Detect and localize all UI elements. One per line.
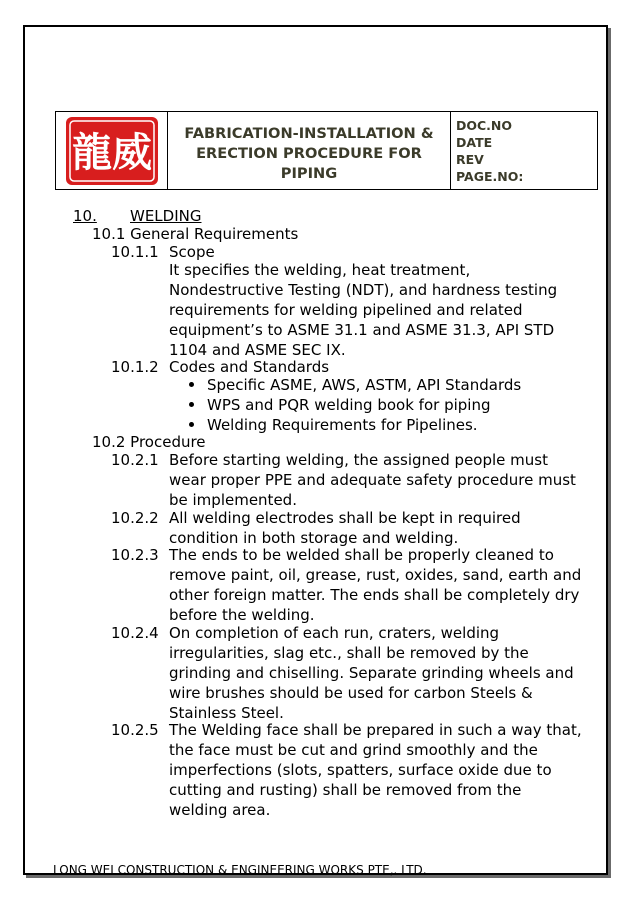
clause-number: 10.2.2 (111, 509, 159, 527)
body-line: remove paint, oil, grease, rust, oxides, sand, earth and (169, 566, 582, 584)
body-line: equipment’s to ASME 31.1 and ASME 31.3, API STD (169, 321, 555, 339)
title-line-1: FABRICATION-INSTALLATION & (184, 124, 434, 142)
body-line: Stainless Steel. (169, 704, 284, 722)
footer-company: LONG WEI CONSTRUCTION & ENGINEERING WORKS PTE,. LTD. (53, 863, 427, 877)
body-line: condition in both storage and welding. (169, 529, 459, 547)
body-line: welding area. (169, 801, 271, 819)
body-line: cutting and rusting) shall be removed from the (169, 781, 522, 799)
document-meta (451, 112, 597, 189)
clause-number: 10.2.3 (111, 546, 159, 564)
date-label: DATE (456, 134, 493, 150)
title-line-3: PIPING (280, 164, 338, 182)
clause-title: Scope (169, 243, 215, 261)
list-item: WPS and PQR welding book for piping (207, 396, 491, 414)
body-line: irregularities, slag etc., shall be removed by the (169, 644, 529, 662)
bullet-icon (189, 402, 194, 407)
body-line: before the welding. (169, 606, 315, 624)
body-line: other foreign matter. The ends shall be completely dry (169, 586, 580, 604)
section-number: 10. (73, 207, 97, 225)
body-line: The ends to be welded shall be properly cleaned to (169, 546, 554, 564)
clause-title: Codes and Standards (169, 358, 330, 376)
title-line-2: ERECTION PROCEDURE FOR (196, 144, 422, 162)
document-header (55, 111, 598, 190)
body-line: the face must be cut and grind smoothly and the (169, 741, 538, 759)
clause-number: 10.1.2 (111, 358, 159, 376)
body-line: Nondestructive Testing (NDT), and hardness testing (169, 281, 558, 299)
body-line: The Welding face shall be prepared in such a way that, (169, 721, 582, 739)
subsection-heading-10-2: 10.2 Procedure (92, 433, 206, 451)
clause-number: 10.2.1 (111, 451, 159, 469)
body-line: All welding electrodes shall be kept in required (169, 509, 521, 527)
body-line: Before starting welding, the assigned people must (169, 451, 548, 469)
bullet-icon (189, 422, 194, 427)
clause-number: 10.1.1 (111, 243, 159, 261)
body-line: It specifies the welding, heat treatment, (169, 261, 471, 279)
svg-text:龍威: 龍威 (71, 128, 152, 176)
document-title (168, 112, 451, 189)
body-line: wire brushes should be used for carbon Steels & (169, 684, 533, 702)
page-no-label: PAGE.NO: (456, 168, 524, 184)
body-line: requirements for welding pipelined and related (169, 301, 523, 319)
body-line: grinding and chiselling. Separate grinding wheels and (169, 664, 574, 682)
doc-no-label: DOC.NO (456, 117, 513, 133)
section-title: WELDING (130, 207, 202, 225)
body-line: 1104 and ASME SEC IX. (169, 341, 346, 359)
subsection-heading-10-1: 10.1 General Requirements (92, 225, 299, 243)
clause-number: 10.2.4 (111, 624, 159, 642)
list-item: Specific ASME, AWS, ASTM, API Standards (207, 376, 522, 394)
body-line: On completion of each run, craters, welding (169, 624, 500, 642)
list-item: Welding Requirements for Pipelines. (207, 416, 478, 434)
body-line: imperfections (slots, spatters, surface oxide due to (169, 761, 552, 779)
bullet-icon (189, 382, 194, 387)
clause-number: 10.2.5 (111, 721, 159, 739)
logo-cell (56, 112, 168, 189)
body-line: wear proper PPE and adequate safety procedure must (169, 471, 576, 489)
body-line: be implemented. (169, 491, 297, 509)
rev-label: REV (456, 151, 484, 167)
company-logo (65, 116, 159, 186)
